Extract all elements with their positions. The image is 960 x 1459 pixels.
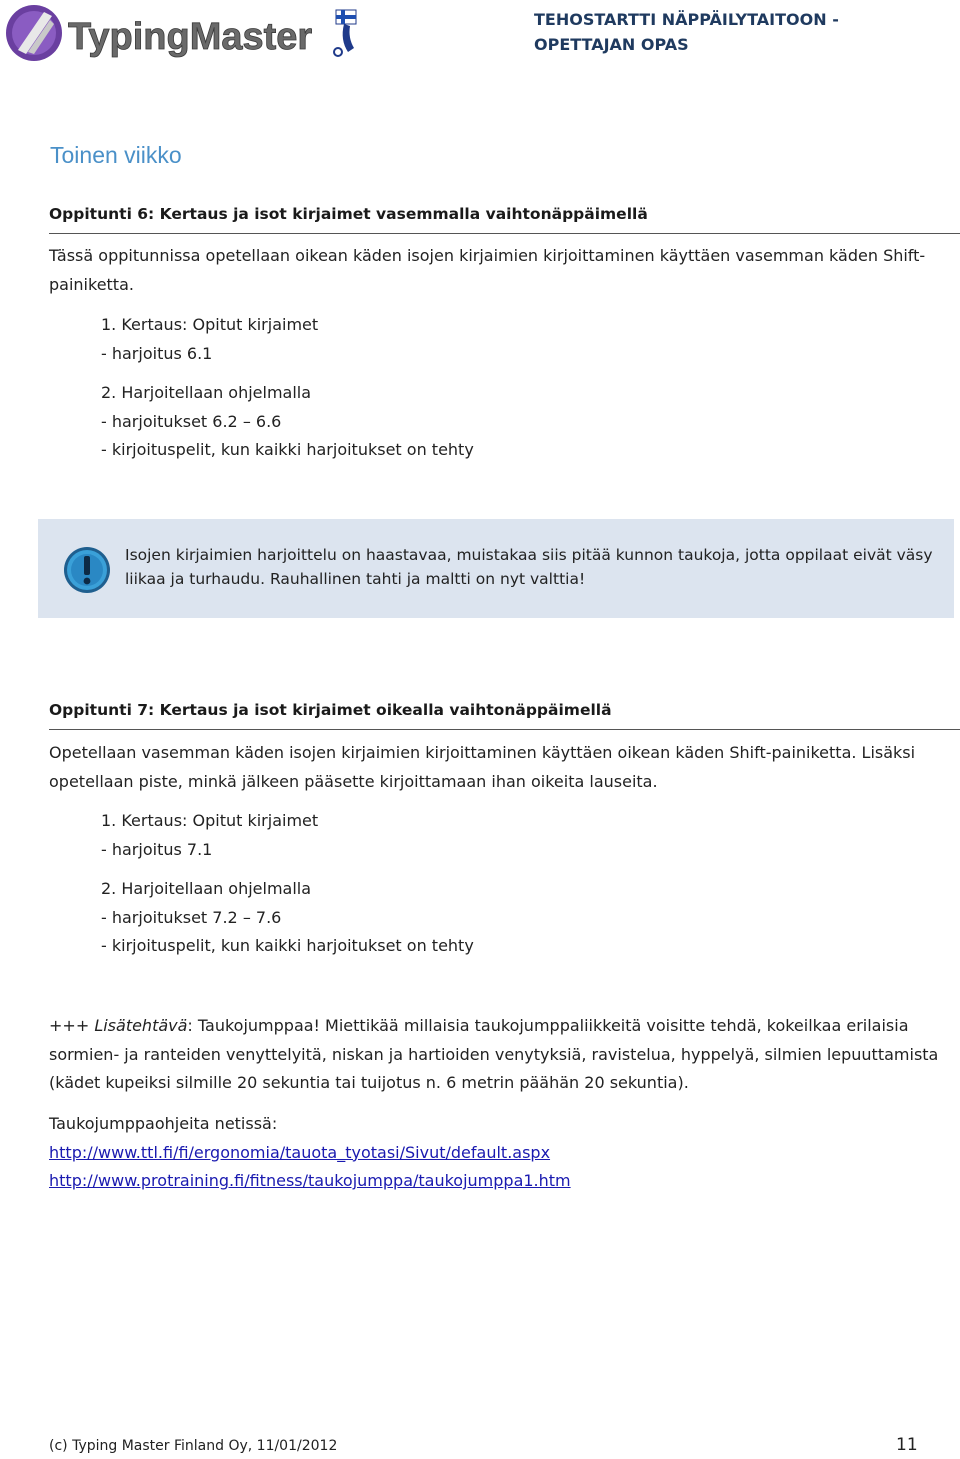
extra-task-prefix: +++	[49, 1016, 90, 1035]
lesson6-title: Oppitunti 6: Kertaus ja isot kirjaimet vasemmalla vaihtonäppäimellä	[49, 205, 960, 234]
extra-task-body: : Taukojumppaa! Miettikää millaisia taukojumppaliikkeitä voisitte tehdä, kokeilkaa erilaisia sormien- ja ranteiden venyttelyitä, niskan ja hartioiden venytyksiä, ravistelua, hyppelyä, silmien lepuuttamista (kädet kupeiksi silmille 20 sekuntia tai tuijotus n. 6 metrin päähän 20 sekuntia).	[49, 1016, 939, 1092]
tip-text: Isojen kirjaimien harjoittelu on haastavaa, muistakaa siis pitää kunnon taukoja, jotta oppilaat eivät väsy liikaa ja turhaudu. Rauhallinen tahti ja maltti on nyt valttia!	[125, 546, 933, 588]
list-item: - harjoitus 7.1	[101, 839, 213, 859]
document-title	[534, 7, 954, 57]
list-item: 2. Harjoitellaan ohjelmalla	[101, 879, 312, 898]
tip-box	[38, 519, 954, 618]
page-header	[0, 0, 960, 70]
footer-copyright: (c) Typing Master Finland Oy, 11/01/2012	[49, 1438, 338, 1454]
page-number: 11	[896, 1435, 918, 1455]
logo-text: TypingMaster	[68, 16, 313, 58]
extra-task-label: Lisätehtävä	[94, 1016, 188, 1035]
extra-task	[49, 1012, 954, 1098]
document-title-line2: OPETTAJAN OPAS	[534, 35, 689, 54]
list-item: - harjoitukset 6.2 – 6.6	[101, 411, 282, 431]
list-item: - harjoitus 6.1	[101, 343, 213, 363]
list-item: 2. Harjoitellaan ohjelmalla	[101, 383, 312, 402]
list-item: 1. Kertaus: Opitut kirjaimet	[101, 811, 319, 830]
lesson7-list	[101, 807, 474, 961]
list-item: - kirjoituspelit, kun kaikki harjoitukset on tehty	[101, 440, 474, 459]
list-item: 1. Kertaus: Opitut kirjaimet	[101, 315, 319, 334]
list-item: - kirjoituspelit, kun kaikki harjoitukset on tehty	[101, 936, 474, 955]
document-title-line1: TEHOSTARTTI NÄPPÄILYTAITOON -	[534, 10, 839, 29]
typingmaster-logo	[4, 2, 364, 64]
protraining-link[interactable]: http://www.protraining.fi/fitness/taukojumppa/taukojumppa1.htm	[49, 1171, 571, 1190]
lesson7-intro: Opetellaan vasemman käden isojen kirjaimien kirjoittaminen käyttäen oikean käden Shift-painiketta. Lisäksi opetellaan piste, minkä jälkeen pääsette kirjoittamaan ihan oikeita lauseita.	[49, 743, 916, 791]
ttl-link[interactable]: http://www.ttl.fi/fi/ergonomia/tauota_tyotasi/Sivut/default.aspx	[49, 1142, 551, 1162]
lesson6-intro: Tässä oppitunnissa opetellaan oikean käden isojen kirjaimien kirjoittaminen käyttäen vasemman käden Shift-painiketta.	[49, 246, 926, 294]
exclamation-icon	[62, 545, 112, 595]
list-item: - harjoitukset 7.2 – 7.6	[101, 907, 282, 927]
lesson7-title: Oppitunti 7: Kertaus ja isot kirjaimet oikealla vaihtonäppäimellä	[49, 701, 960, 730]
links-heading: Taukojumppaohjeita netissä:	[49, 1114, 278, 1133]
links-section	[49, 1110, 571, 1196]
lesson6-list	[101, 311, 474, 465]
section-heading: Toinen viikko	[50, 142, 182, 168]
